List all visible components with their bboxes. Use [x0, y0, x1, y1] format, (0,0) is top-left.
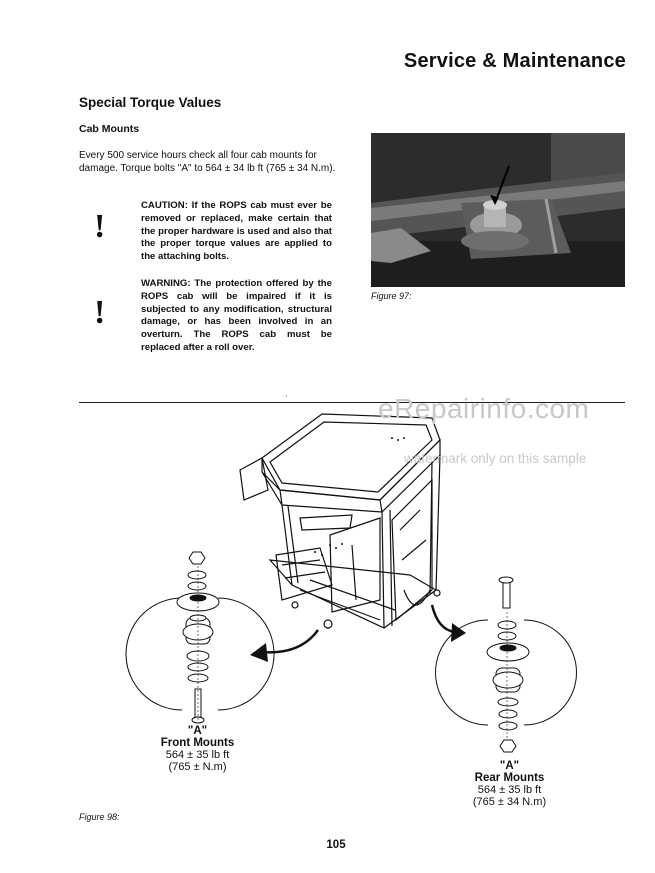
figure-98-caption: Figure 98: [79, 812, 120, 822]
figure-97-caption: Figure 97: [371, 291, 412, 301]
front-callout: "A" [187, 725, 208, 737]
rear-torque-lb: 564 ± 35 lb ft [477, 784, 542, 796]
front-mounts-label [140, 725, 255, 773]
rear-mounts-name: Rear Mounts [474, 772, 545, 784]
page-header-title: Service & Maintenance [403, 50, 626, 72]
rear-callout: "A" [499, 760, 520, 772]
section-title: Special Torque Values [79, 95, 222, 110]
front-mounts-name: Front Mounts [160, 737, 235, 749]
watermark-note: watermark only on this sample [404, 451, 587, 466]
warning-exclamation-icon: ! [94, 294, 106, 331]
watermark-site: eRepairinfo.com [378, 393, 590, 424]
front-torque-nm: (765 ± N.m) [168, 761, 227, 773]
subsection-title: Cab Mounts [79, 123, 140, 135]
warning-notice: WARNING: The protection offered by the ROPS cab will be impaired if it is subjected to any modification, structural damage, or has been involved in an overturn. The ROPS cab must be replaced after a roll over. [141, 278, 332, 353]
intro-paragraph: Every 500 service hours check all four cab mounts for damage. Torque bolts "A" to 564 ± 34 lb ft (765 ± 34 N.m). [79, 150, 336, 174]
caution-exclamation-icon: ! [94, 208, 106, 245]
rear-torque-nm: (765 ± 34 N.m) [472, 796, 547, 808]
page-mark: ' [286, 394, 288, 403]
rear-mounts-label [452, 760, 567, 808]
page-number: 105 [326, 839, 346, 851]
front-torque-lb: 564 ± 35 lb ft [165, 749, 230, 761]
caution-notice: CAUTION: If the ROPS cab must ever be removed or replaced, make certain that the proper hardware is used and also that the proper torque values are applied to the attaching bolts. [141, 200, 332, 263]
